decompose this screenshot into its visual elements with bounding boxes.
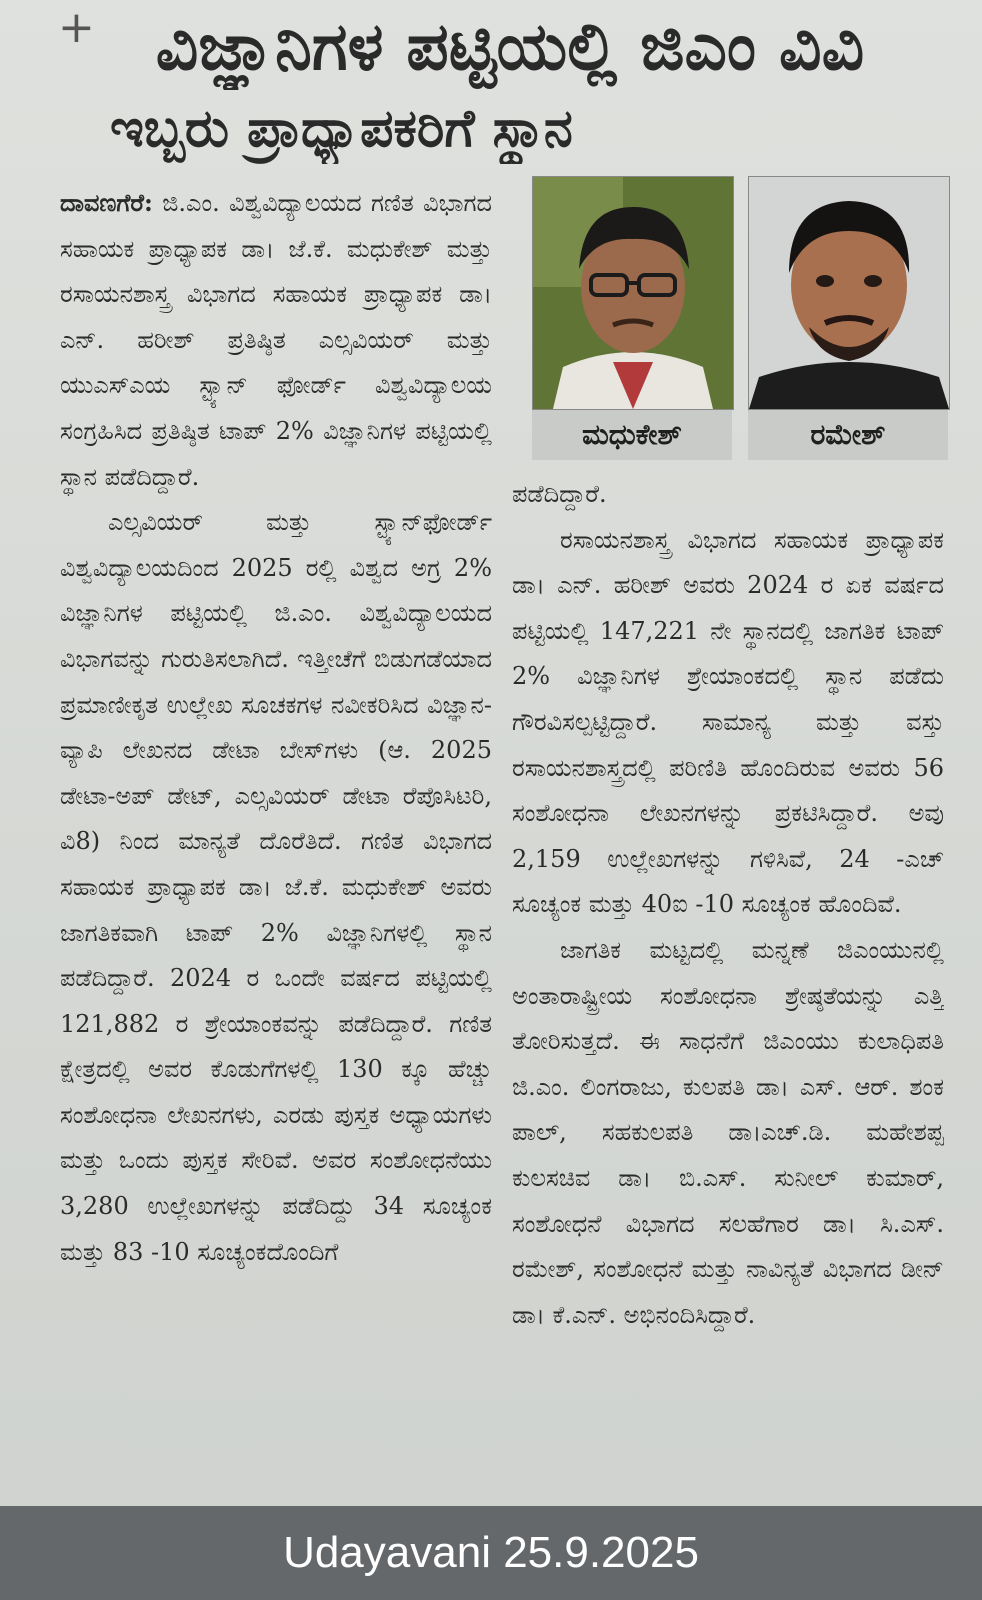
headline-line-1: ವಿಜ್ಞಾನಿಗಳ ಪಟ್ಟಿಯಲ್ಲಿ ಜಿಎಂ ವಿವಿ <box>155 8 865 85</box>
portrait-illustration <box>749 177 949 409</box>
portrait-photo-madhukesh <box>532 176 734 410</box>
article-text: ಜಿ.ಎಂ. ವಿಶ್ವವಿದ್ಯಾಲಯದ ಗಣಿತ ವಿಭಾಗದ ಸಹಾಯಕ ಪ್ರಾಧ್ಯಾಪಕ ಡಾ। ಜೆ.ಕೆ. ಮಧುಕೇಶ್ ಮತ್ತು ರಸಾಯನಶಾಸ್ತ್ರ ವಿಭಾಗದ ಸಹಾಯಕ ಪ್ರಾಧ್ಯಾಪಕ ಡಾ। ಎನ್. ಹರೀಶ್ ಪ್ರತಿಷ್ಠಿತ ಎಲ್ಸವಿಯರ್ ಮತ್ತು ಯುಎಸ್‌ಎಯ ಸ್ಟ್ಯಾನ್ ಫೋರ್ಡ್ ವಿಶ್ವವಿದ್ಯಾಲಯ ಸಂಗ್ರಹಿಸಿದ ಪ್ರತಿಷ್ಠಿತ ಟಾಪ್ 2% ವಿಜ್ಞಾನಿಗಳ ಪಟ್ಟಿಯಲ್ಲಿ ಸ್ಥಾನ ಪಡೆದಿದ್ದಾರೆ. <box>60 189 492 491</box>
article-paragraph: ಪಡೆದಿದ್ದಾರೆ. <box>512 480 607 508</box>
article-paragraph <box>60 180 492 500</box>
photo-caption-madhukesh: ಮಧುಕೇಶ್ <box>532 410 732 460</box>
article-paragraph: ರಸಾಯನಶಾಸ್ತ್ರ ವಿಭಾಗದ ಸಹಾಯಕ ಪ್ರಾಧ್ಯಾಪಕ ಡಾ। ಎನ್. ಹರೀಶ್ ಅವರು 2024 ರ ಏಕ ವರ್ಷದ ಪಟ್ಟಿಯಲ್ಲಿ 147,221 ನೇ ಸ್ಥಾನದಲ್ಲಿ ಜಾಗತಿಕ ಟಾಪ್ 2% ವಿಜ್ಞಾನಿಗಳ ಶ್ರೇಯಾಂಕದಲ್ಲಿ ಸ್ಥಾನ ಪಡೆದು ಗೌರವಿಸಲ್ಪಟ್ಟಿದ್ದಾರೆ. ಸಾಮಾನ್ಯ ಮತ್ತು ವಸ್ತು ರಸಾಯನಶಾಸ್ತ್ರದಲ್ಲಿ ಪರಿಣಿತಿ ಹೊಂದಿರುವ ಅವರು 56 ಸಂಶೋಧನಾ ಲೇಖನಗಳನ್ನು ಪ್ರಕಟಿಸಿದ್ದಾರೆ. ಅವು 2,159 ಉಲ್ಲೇಖಗಳನ್ನು ಗಳಿಸಿವೆ, 24 -ಎಚ್ ಸೂಚ್ಯಂಕ ಮತ್ತು 40ಐ -10 ಸೂಚ್ಯಂಕ ಹೊಂದಿವೆ. <box>512 525 944 919</box>
article-column-left <box>60 180 492 1520</box>
headline-line-2: ಇಬ್ಬರು ಪ್ರಾಧ್ಯಾಪಕರಿಗೆ ಸ್ಥಾನ <box>110 99 573 159</box>
article-paragraph: ಜಾಗತಿಕ ಮಟ್ಟದಲ್ಲಿ ಮನ್ನಣೆ ಜಿಎಂಯುನಲ್ಲಿ ಅಂತಾರಾಷ್ಟ್ರೀಯ ಸಂಶೋಧನಾ ಶ್ರೇಷ್ಠತೆಯನ್ನು ಎತ್ತಿ ತೋರಿಸುತ್ತದೆ. ಈ ಸಾಧನೆಗೆ ಜಿಎಂಯು ಕುಲಾಧಿಪತಿ ಜಿ.ಎಂ. ಲಿಂಗರಾಜು, ಕುಲಪತಿ ಡಾ। ಎಸ್. ಆರ್. ಶಂಕ ಪಾಲ್, ಸಹಕುಲಪತಿ ಡಾ।ಎಚ್.ಡಿ. ಮಹೇಶಪ್ಪ ಕುಲಸಚಿವ ಡಾ। ಬಿ.ಎಸ್. ಸುನೀಲ್ ಕುಮಾರ್, ಸಂಶೋಧನೆ ವಿಭಾಗದ ಸಲಹೆಗಾರ ಡಾ। ಸಿ.ಎಸ್. ರಮೇಶ್, ಸಂಶೋಧನೆ ಮತ್ತು ನಾವಿನ್ಯತೆ ವಿಭಾಗದ ಡೀನ್ ಡಾ। ಕೆ.ಎನ್. ಅಭಿನಂದಿಸಿದ್ದಾರೆ. <box>512 935 944 1329</box>
article-column-right <box>512 472 944 1572</box>
portrait-illustration <box>533 177 733 409</box>
dateline: ದಾವಣಗೆರೆ: <box>60 188 153 217</box>
source-caption: Udayavani 25.9.2025 <box>283 1528 699 1577</box>
portrait-photo-ramesh <box>748 176 950 410</box>
crop-mark: + <box>58 2 95 53</box>
photo-caption-ramesh: ರಮೇಶ್ <box>748 410 948 460</box>
article-paragraph: ಎಲ್ಸವಿಯರ್ ಮತ್ತು ಸ್ಟ್ಯಾನ್‌ಫೋರ್ಡ್ ವಿಶ್ವವಿದ್ಯಾಲಯದಿಂದ 2025 ರಲ್ಲಿ ವಿಶ್ವದ ಅಗ್ರ 2% ವಿಜ್ಞಾನಿಗಳ ಪಟ್ಟಿಯಲ್ಲಿ ಜಿ.ಎಂ. ವಿಶ್ವವಿದ್ಯಾಲಯದ ವಿಭಾಗವನ್ನು ಗುರುತಿಸಲಾಗಿದೆ. ಇತ್ತೀಚೆಗೆ ಬಿಡುಗಡೆಯಾದ ಪ್ರಮಾಣೀಕೃತ ಉಲ್ಲೇಖ ಸೂಚಕಗಳ ನವೀಕರಿಸಿದ ವಿಜ್ಞಾನ-ವ್ಯಾಪಿ ಲೇಖನದ ಡೇಟಾ ಬೇಸ್‌ಗಳು (ಆ. 2025 ಡೇಟಾ-ಅಪ್ ಡೇಟ್, ಎಲ್ಸವಿಯರ್ ಡೇಟಾ ರೆಪೊಸಿಟರಿ, ವಿ8) ನಿಂದ ಮಾನ್ಯತೆ ದೊರೆತಿದೆ. ಗಣಿತ ವಿಭಾಗದ ಸಹಾಯಕ ಪ್ರಾಧ್ಯಾಪಕ ಡಾ। ಜೆ.ಕೆ. ಮಧುಕೇಶ್ ಅವರು ಜಾಗತಿಕವಾಗಿ ಟಾಪ್ 2% ವಿಜ್ಞಾನಿಗಳಲ್ಲಿ ಸ್ಥಾನ ಪಡೆದಿದ್ದಾರೆ. 2024 ರ ಒಂದೇ ವರ್ಷದ ಪಟ್ಟಿಯಲ್ಲಿ 121,882 ರ ಶ್ರೇಯಾಂಕವನ್ನು ಪಡೆದಿದ್ದಾರೆ. ಗಣಿತ ಕ್ಷೇತ್ರದಲ್ಲಿ ಅವರ ಕೊಡುಗೆಗಳಲ್ಲಿ 130 ಕ್ಕೂ ಹೆಚ್ಚು ಸಂಶೋಧನಾ ಲೇಖನಗಳು, ಎರಡು ಪುಸ್ತಕ ಅಧ್ಯಾಯಗಳು ಮತ್ತು ಒಂದು ಪುಸ್ತಕ ಸೇರಿವೆ. ಅವರ ಸಂಶೋಧನೆಯು 3,280 ಉಲ್ಲೇಖಗಳನ್ನು ಪಡೆದಿದ್ದು 34 ಸೂಚ್ಯಂಕ ಮತ್ತು 83 -10 ಸೂಚ್ಯಂಕದೊಂದಿಗೆ <box>60 508 492 1266</box>
